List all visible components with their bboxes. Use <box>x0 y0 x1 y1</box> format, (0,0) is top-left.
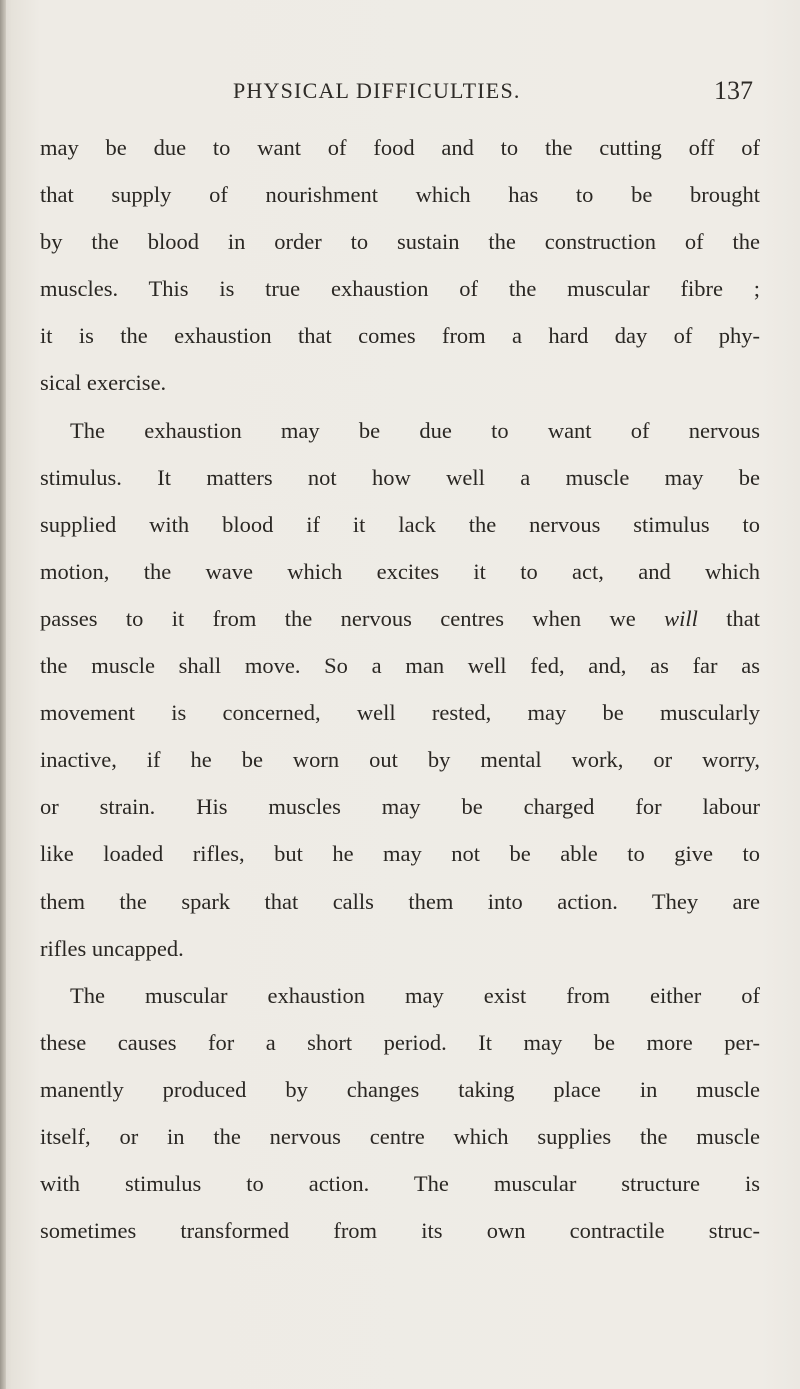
text-line: supplied with blood if it lack the nervous stimulus to <box>40 511 760 537</box>
text-line: The exhaustion may be due to want of nervous <box>70 417 760 443</box>
text-line: inactive, if he be worn out by mental work, or worry, <box>40 747 760 773</box>
text-line: stimulus. It matters not how well a muscle may be <box>40 464 760 490</box>
text-line: rifles uncapped. <box>40 935 184 961</box>
text-line: that supply of nourishment which has to be brought <box>40 182 760 208</box>
text-line: the muscle shall move. So a man well fed, and, as far as <box>40 653 760 679</box>
text-line: or strain. His muscles may be charged for labour <box>40 794 760 820</box>
text-line: itself, or in the nervous centre which supplies the muscle <box>40 1123 760 1149</box>
text-line: may be due to want of food and to the cutting off of <box>40 135 760 160</box>
italic-word: will <box>664 605 698 631</box>
text-segment: that <box>697 605 760 631</box>
text-line: sometimes transformed from its own contractile struc- <box>40 1218 760 1244</box>
text-line: manently produced by changes taking place in muscle <box>40 1076 760 1102</box>
text-line: muscles. This is true exhaustion of the muscular fibre ; <box>40 276 760 302</box>
text-line: with stimulus to action. The muscular structure is <box>40 1171 760 1197</box>
text-line: movement is concerned, well rested, may be muscularly <box>40 700 760 726</box>
text-line: sical exercise. <box>40 370 167 396</box>
text-line <box>40 595 760 642</box>
running-head: PHYSICAL DIFFICULTIES. <box>233 78 521 103</box>
text-line: these causes for a short period. It may be more per- <box>40 1029 760 1055</box>
text-line: The muscular exhaustion may exist from either of <box>70 982 760 1008</box>
page-header <box>0 72 800 112</box>
body-text <box>40 124 760 1254</box>
text-line: like loaded rifles, but he may not be able to give to <box>40 841 760 867</box>
binding-edge <box>0 0 6 1389</box>
text-line: them the spark that calls them into action. They are <box>40 888 760 914</box>
text-line: by the blood in order to sustain the construction of the <box>40 229 760 255</box>
text-line: it is the exhaustion that comes from a hard day of phy- <box>40 323 760 349</box>
text-line: motion, the wave which excites it to act, and which <box>40 558 760 584</box>
page-number: 137 <box>714 76 753 105</box>
text-segment: passes to it from the nervous centres when we <box>40 605 665 631</box>
